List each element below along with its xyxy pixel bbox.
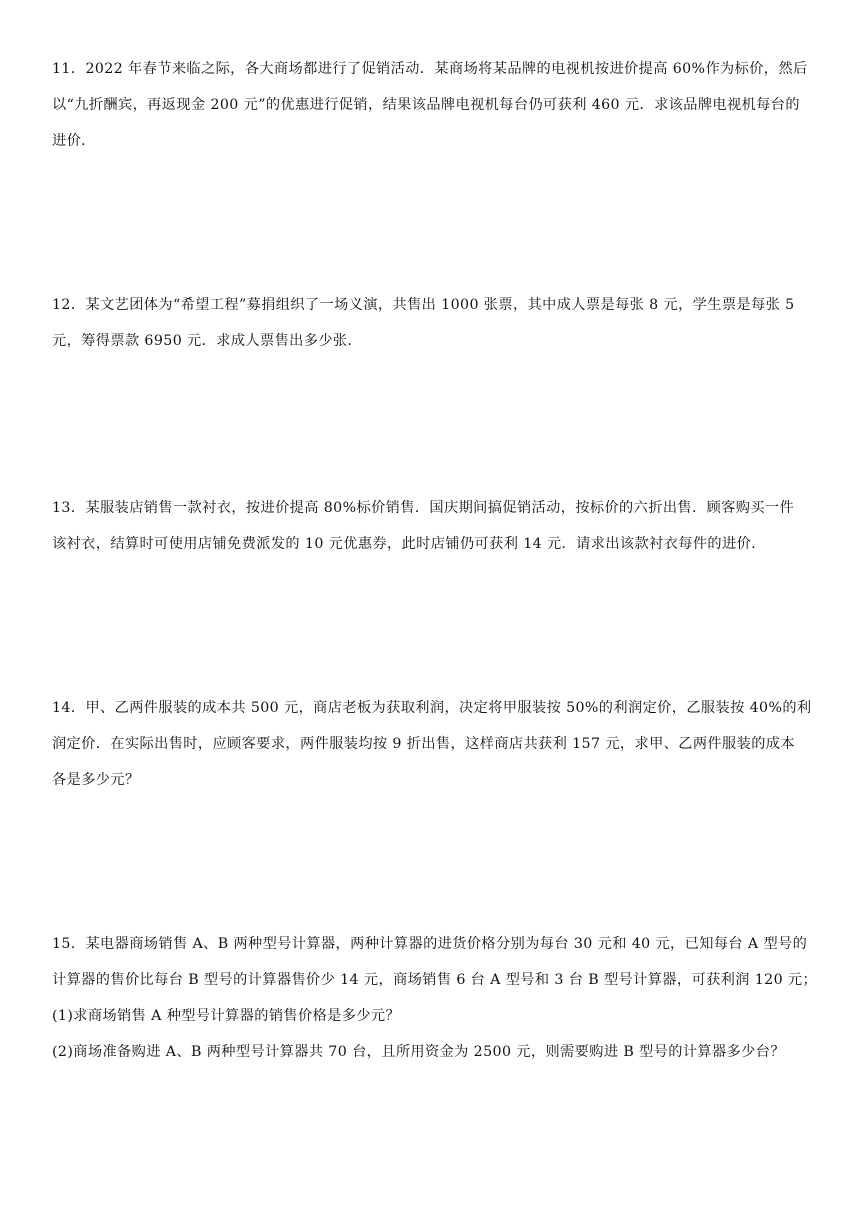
problem-12-line-2: 元，筹得票款 6950 元．求成人票售出多少张． — [52, 333, 363, 349]
problem-14-line-2: 润定价．在实际出售时，应顾客要求，两件服装均按 9 折出售，这样商店共获利 157 元，求甲、乙两件服装的成本 — [52, 736, 795, 752]
problem-14-line-3: 各是多少元？ — [52, 772, 140, 788]
problem-11-line-3: 进价． — [52, 133, 96, 149]
problem-15-subquestion-1: (1)求商场销售 A 种型号计算器的销售价格是多少元？ — [52, 1008, 401, 1024]
problem-15-line-1: 15．某电器商场销售 A、B 两种型号计算器，两种计算器的进货价格分别为每台 30 元和 40 元，已知每台 A 型号的 — [52, 936, 808, 952]
problem-12 — [52, 287, 812, 359]
problem-13-line-1: 13．某服装店销售一款衬衣，按进价提高 80%标价销售．国庆期间搞促销活动，按标价的六折出售．顾客购买一件 — [52, 500, 795, 516]
problem-13-line-2: 该衬衣，结算时可使用店铺免费派发的 10 元优惠券，此时店铺仍可获利 14 元．请求出该款衬衣每件的进价． — [52, 536, 766, 552]
problem-11 — [52, 51, 812, 159]
problem-14-line-1: 14．甲、乙两件服装的成本共 500 元，商店老板为获取利润，决定将甲服装按 50%的利润定价，乙服装按 40%的利 — [52, 700, 812, 716]
problem-11-line-2: 以“九折酬宾，再返现金 200 元”的优惠进行促销，结果该品牌电视机每台仍可获利 460 元．求该品牌电视机每台的 — [52, 97, 800, 113]
problem-14 — [52, 690, 812, 798]
problem-13 — [52, 490, 812, 562]
problem-11-line-1: 11．2022 年春节来临之际，各大商场都进行了促销活动．某商场将某品牌的电视机按进价提高 60%作为标价，然后 — [52, 61, 808, 77]
problem-15-line-2: 计算器的售价比每台 B 型号的计算器售价少 14 元，商场销售 6 台 A 型号和 3 台 B 型号计算器，可获利润 120 元； — [52, 972, 818, 988]
problem-12-line-1: 12．某文艺团体为“希望工程”募捐组织了一场义演，共售出 1000 张票，其中成人票是每张 8 元，学生票是每张 5 — [52, 297, 795, 313]
problem-15 — [52, 926, 818, 1070]
problem-15-subquestion-2: (2)商场准备购进 A、B 两种型号计算器共 70 台，且所用资金为 2500 元，则需要购进 B 型号的计算器多少台？ — [52, 1044, 785, 1060]
